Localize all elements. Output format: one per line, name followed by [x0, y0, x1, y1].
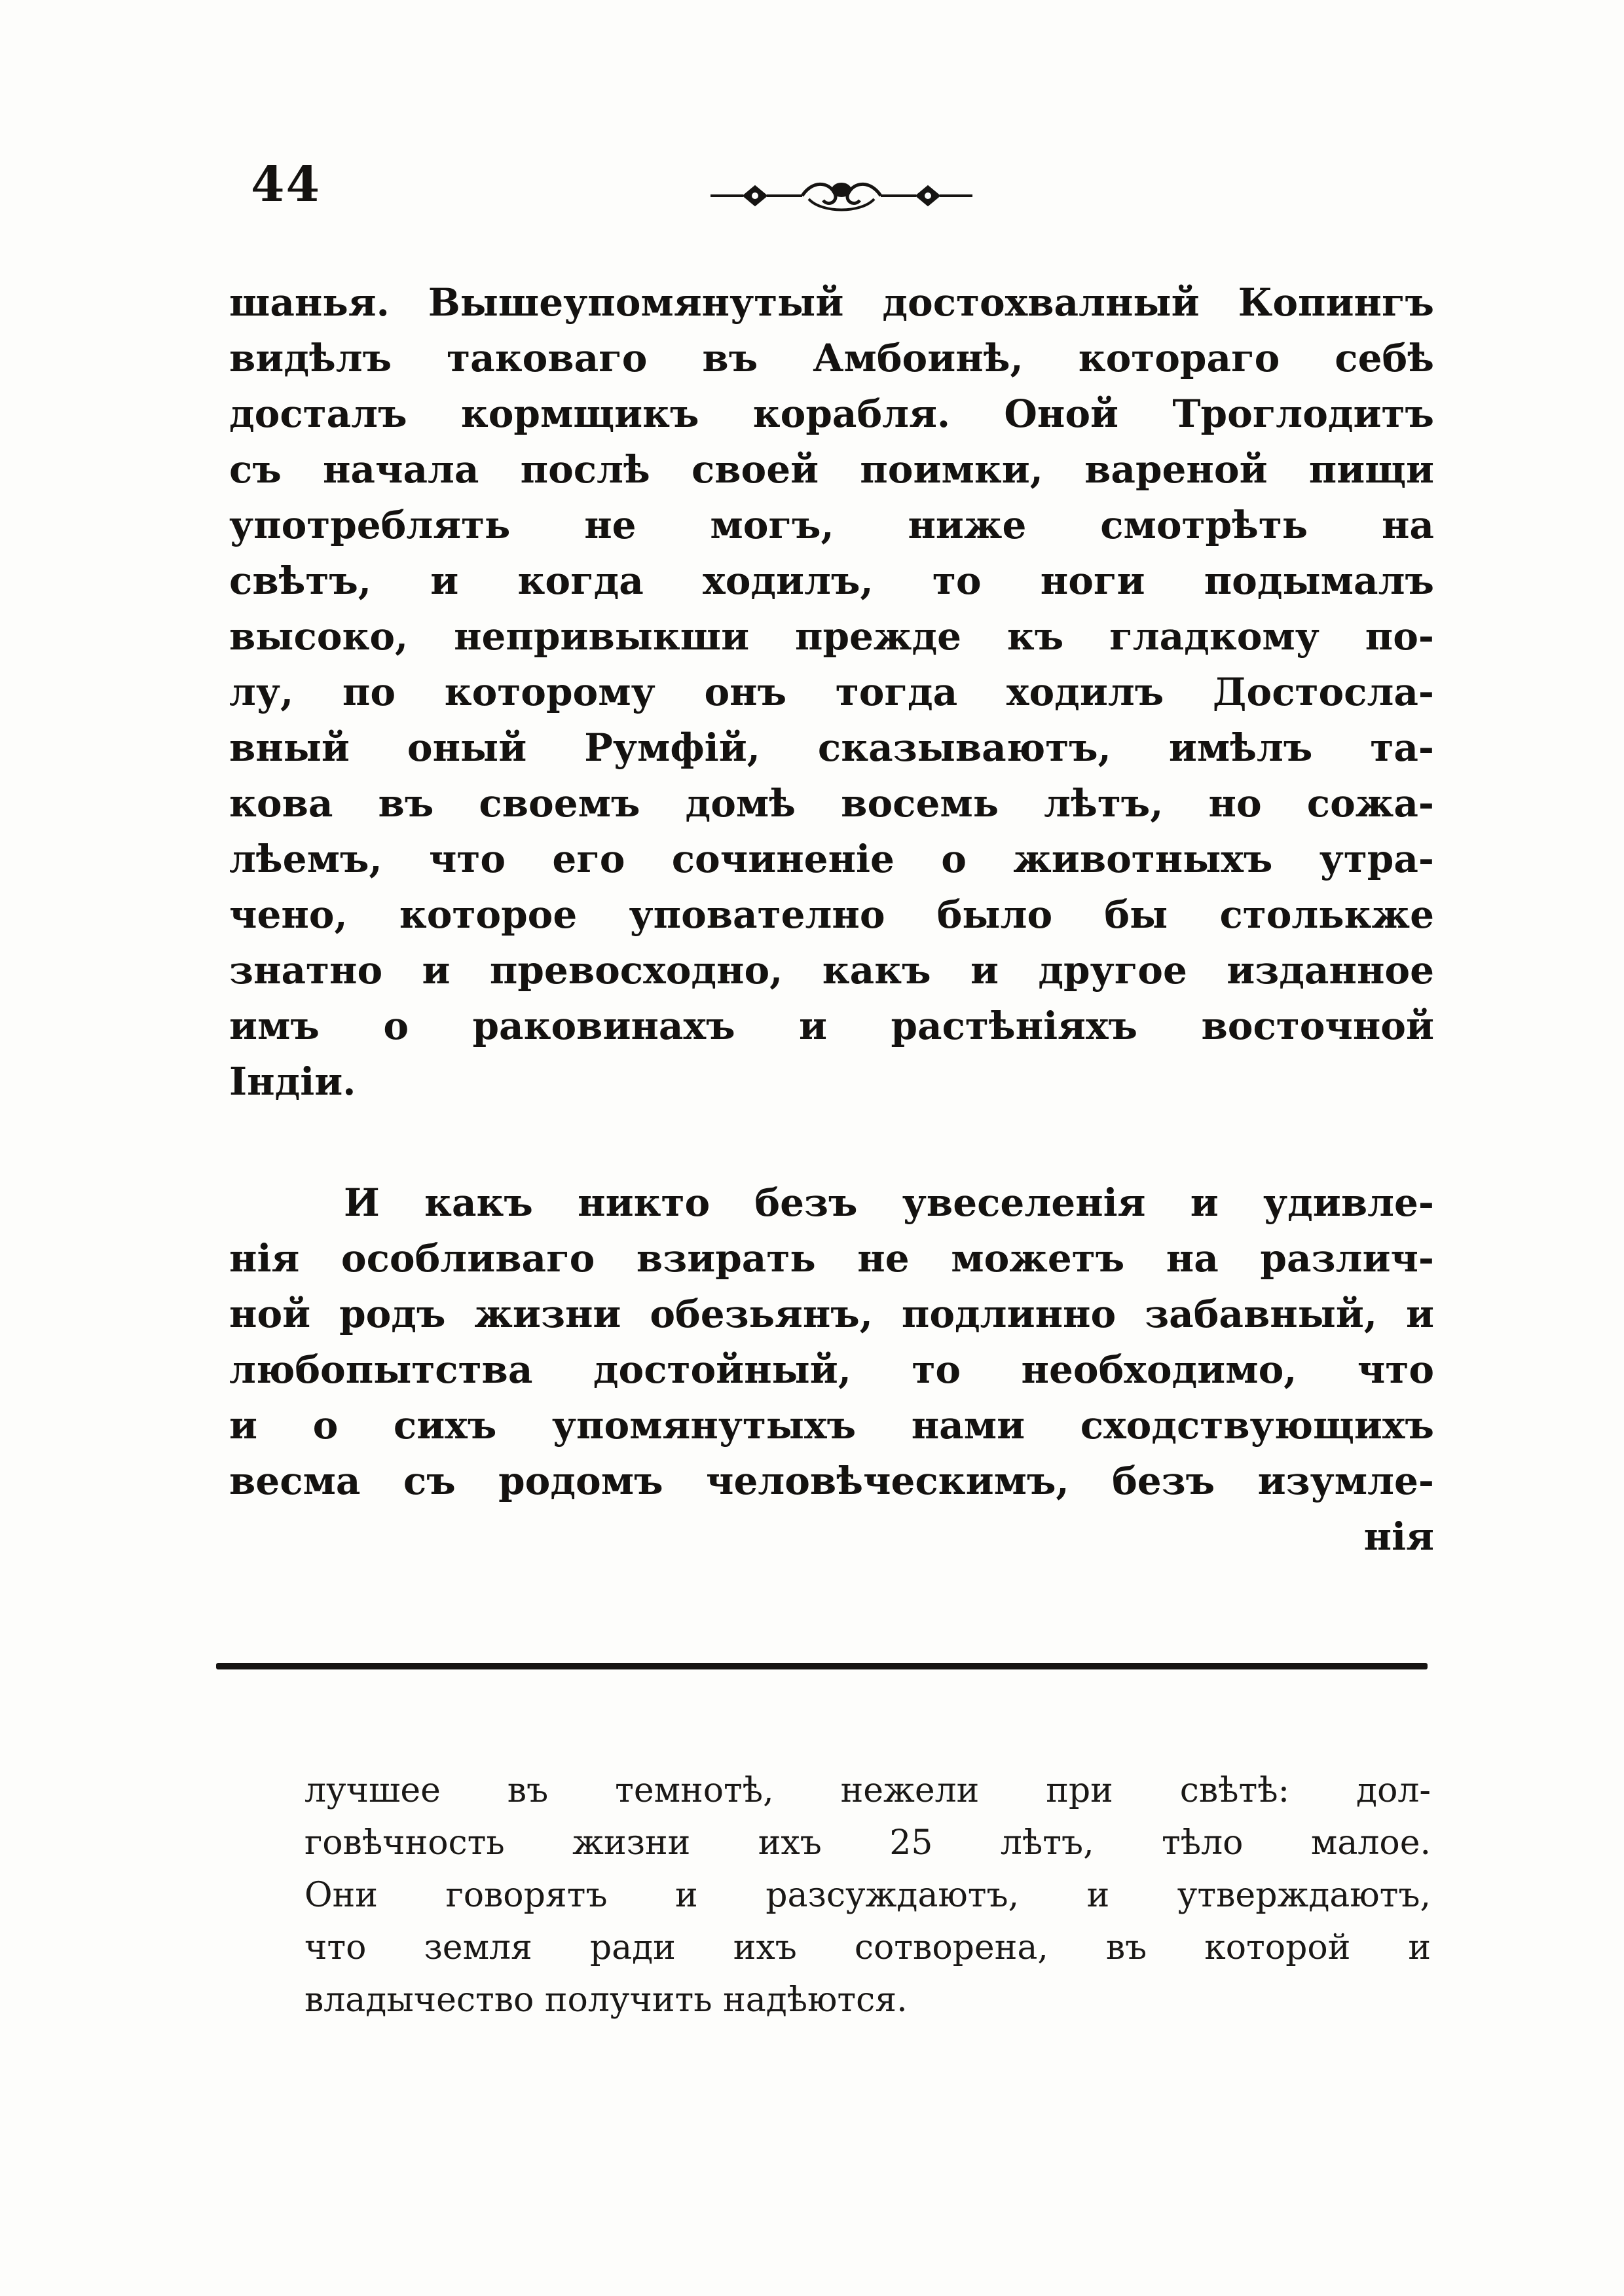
text-line: И какъ никто безъ увеселенія и удивле- — [344, 1180, 1434, 1225]
footnote-separator-rule — [216, 1663, 1428, 1669]
text-line: видѣлъ таковаго въ Амбоинѣ, котораго себѣ — [229, 336, 1434, 380]
text-line: лу, по которому онъ тогда ходилъ Достосла- — [229, 670, 1434, 714]
text-line: имъ о раковинахъ и растѣніяхъ восточной — [229, 1004, 1434, 1048]
text-line: ной родъ жизни обезьянъ, подлинно забавный, и — [229, 1292, 1434, 1336]
text-line: Індіи. — [229, 1059, 356, 1104]
footnote — [304, 1764, 1431, 2026]
footnote-line: говѣчность жизни ихъ 25 лѣтъ, тѣло малое. — [304, 1823, 1431, 1863]
footnote-line: лучшее въ темнотѣ, нежели при свѣтѣ: дол- — [304, 1771, 1431, 1810]
text-line: свѣтъ, и когда ходилъ, то ноги подымалъ — [229, 558, 1434, 603]
text-line: лѣемъ, что его сочиненіе о животныхъ утра- — [229, 837, 1434, 881]
text-line: нія особливаго взирать не можетъ на различ- — [229, 1236, 1434, 1281]
footnote-line: что земля ради ихъ сотворена, въ которой и — [304, 1928, 1431, 1967]
paragraph-main — [229, 275, 1434, 1110]
text-line: чено, которое упователно было бы столькже — [229, 892, 1434, 937]
text-line: употреблять не могъ, ниже смотрѣть на — [229, 503, 1434, 547]
text-line: любопытства достойный, то необходимо, что — [229, 1347, 1434, 1392]
text-line: и о сихъ упомянутыхъ нами сходствующихъ — [229, 1403, 1434, 1448]
text-line: высоко, непривыкши прежде къ гладкому по- — [229, 614, 1434, 659]
catchword: нія — [1363, 1514, 1434, 1559]
footnote-line: владычество получить надѣются. — [304, 1980, 908, 2020]
text-line: знатно и превосходно, какъ и другое изданное — [229, 948, 1434, 993]
footnote-line: Они говорятъ и разсуждаютъ, и утверждаютъ, — [304, 1876, 1431, 1915]
text-line: съ начала послѣ своей поимки, вареной пищи — [229, 447, 1434, 492]
ornamental-headpiece-icon — [704, 175, 979, 216]
text-line: досталъ кормщикъ корабля. Оной Троглодитъ — [229, 392, 1434, 436]
text-line: кова въ своемъ домѣ восемь лѣтъ, но сожа- — [229, 781, 1434, 826]
paragraph-second — [229, 1175, 1434, 1565]
page-number: 44 — [251, 156, 321, 213]
text-line: шанья. Вышеупомянутый достохвалный Копингъ — [229, 280, 1434, 325]
text-line: весма съ родомъ человѣческимъ, безъ изумле- — [229, 1459, 1434, 1503]
text-line: вный оный Румфій, сказываютъ, имѣлъ та- — [229, 725, 1434, 770]
